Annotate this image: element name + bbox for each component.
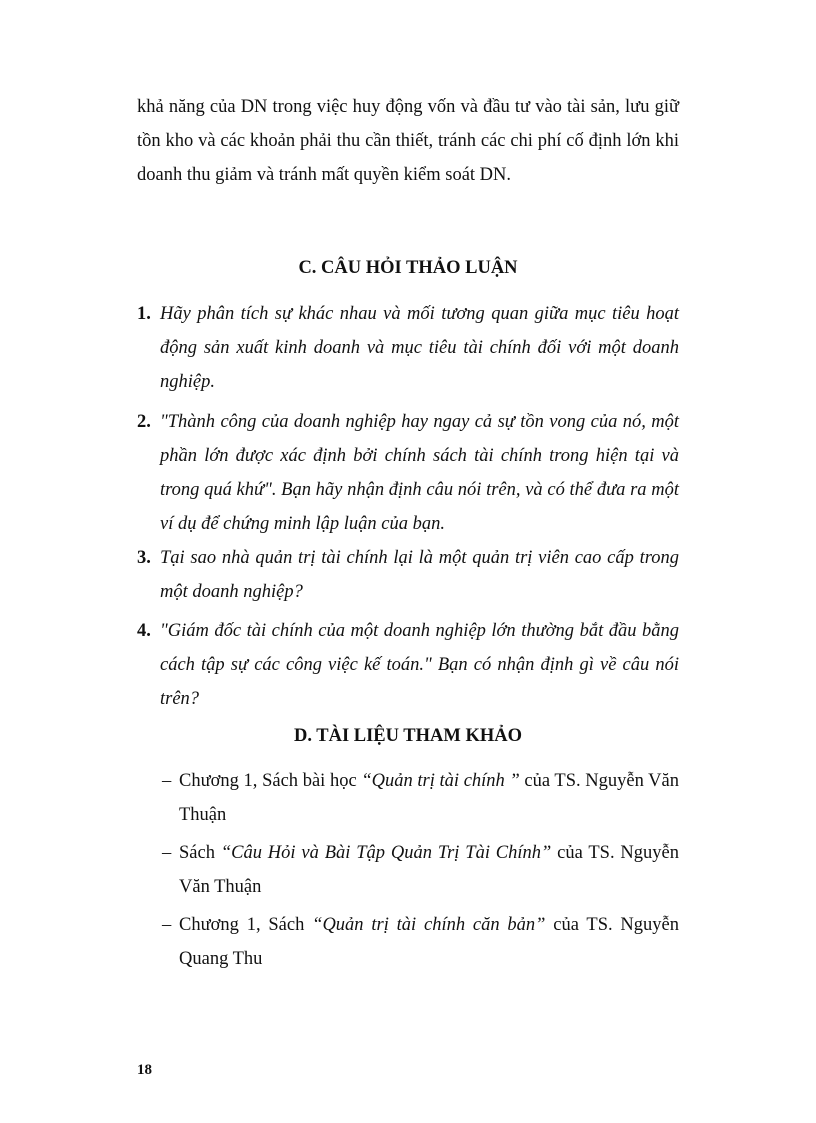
section-c-heading: C. CÂU HỎI THẢO LUẬN <box>298 258 518 278</box>
question-number: 1. <box>137 304 151 324</box>
question-item <box>137 297 679 399</box>
question-item <box>137 614 679 716</box>
section-d-heading: D. TÀI LIỆU THAM KHẢO <box>293 726 523 746</box>
bullet-dash: – <box>162 843 172 863</box>
reference-item <box>162 908 679 976</box>
reference-prefix: Chương 1, Sách bài học <box>179 771 362 791</box>
reference-prefix: Sách <box>179 843 221 863</box>
question-text: Hãy phân tích sự khác nhau và mối tương quan giữa mục tiêu hoạt động sản xuất kinh doanh và mục tiêu tài chính đối với một doanh nghiệp. <box>160 304 679 392</box>
reference-text <box>179 836 679 904</box>
question-item <box>137 541 679 609</box>
question-text: "Giám đốc tài chính của một doanh nghiệp lớn thường bắt đầu bằng cách tập sự các công việc kế toán." Bạn có nhận định gì về câu nói trên? <box>160 621 679 709</box>
reference-title: “Quản trị tài chính ” <box>361 771 520 791</box>
reference-text <box>179 764 679 832</box>
reference-title: “Câu Hỏi và Bài Tập Quản Trị Tài Chính” <box>220 843 552 863</box>
reference-suffix: của TS. Nguyễn Quang Thu <box>179 915 679 969</box>
bullet-dash: – <box>162 915 172 935</box>
question-item <box>137 405 679 541</box>
question-number: 4. <box>137 621 151 641</box>
intro-paragraph: khả năng của DN trong việc huy động vốn và đầu tư vào tài sản, lưu giữ tồn kho và các khoản phải thu cần thiết, tránh các chi phí cố định lớn khi doanh thu giảm và tránh mất quyền kiểm soát DN. <box>137 97 679 185</box>
question-text: "Thành công của doanh nghiệp hay ngay cả sự tồn vong của nó, một phần lớn được xác định bởi chính sách tài chính trong hiện tại và trong quá khứ". Bạn hãy nhận định câu nói trên, và có thể đưa ra một ví dụ để chứng minh lập luận của bạn. <box>160 412 679 534</box>
reference-suffix: của TS. Nguyễn Văn Thuận <box>179 771 679 825</box>
reference-item <box>162 764 679 832</box>
question-number: 3. <box>137 548 151 568</box>
reference-title: “Quản trị tài chính căn bản” <box>312 915 546 935</box>
reference-text <box>179 908 679 976</box>
question-number: 2. <box>137 412 151 432</box>
bullet-dash: – <box>162 771 172 791</box>
reference-suffix: của TS. Nguyễn Văn Thuận <box>179 843 679 897</box>
reference-prefix: Chương 1, Sách <box>179 915 313 935</box>
question-text: Tại sao nhà quản trị tài chính lại là một quản trị viên cao cấp trong một doanh nghiệp? <box>160 548 679 602</box>
page-number: 18 <box>137 1062 152 1078</box>
reference-item <box>162 836 679 904</box>
